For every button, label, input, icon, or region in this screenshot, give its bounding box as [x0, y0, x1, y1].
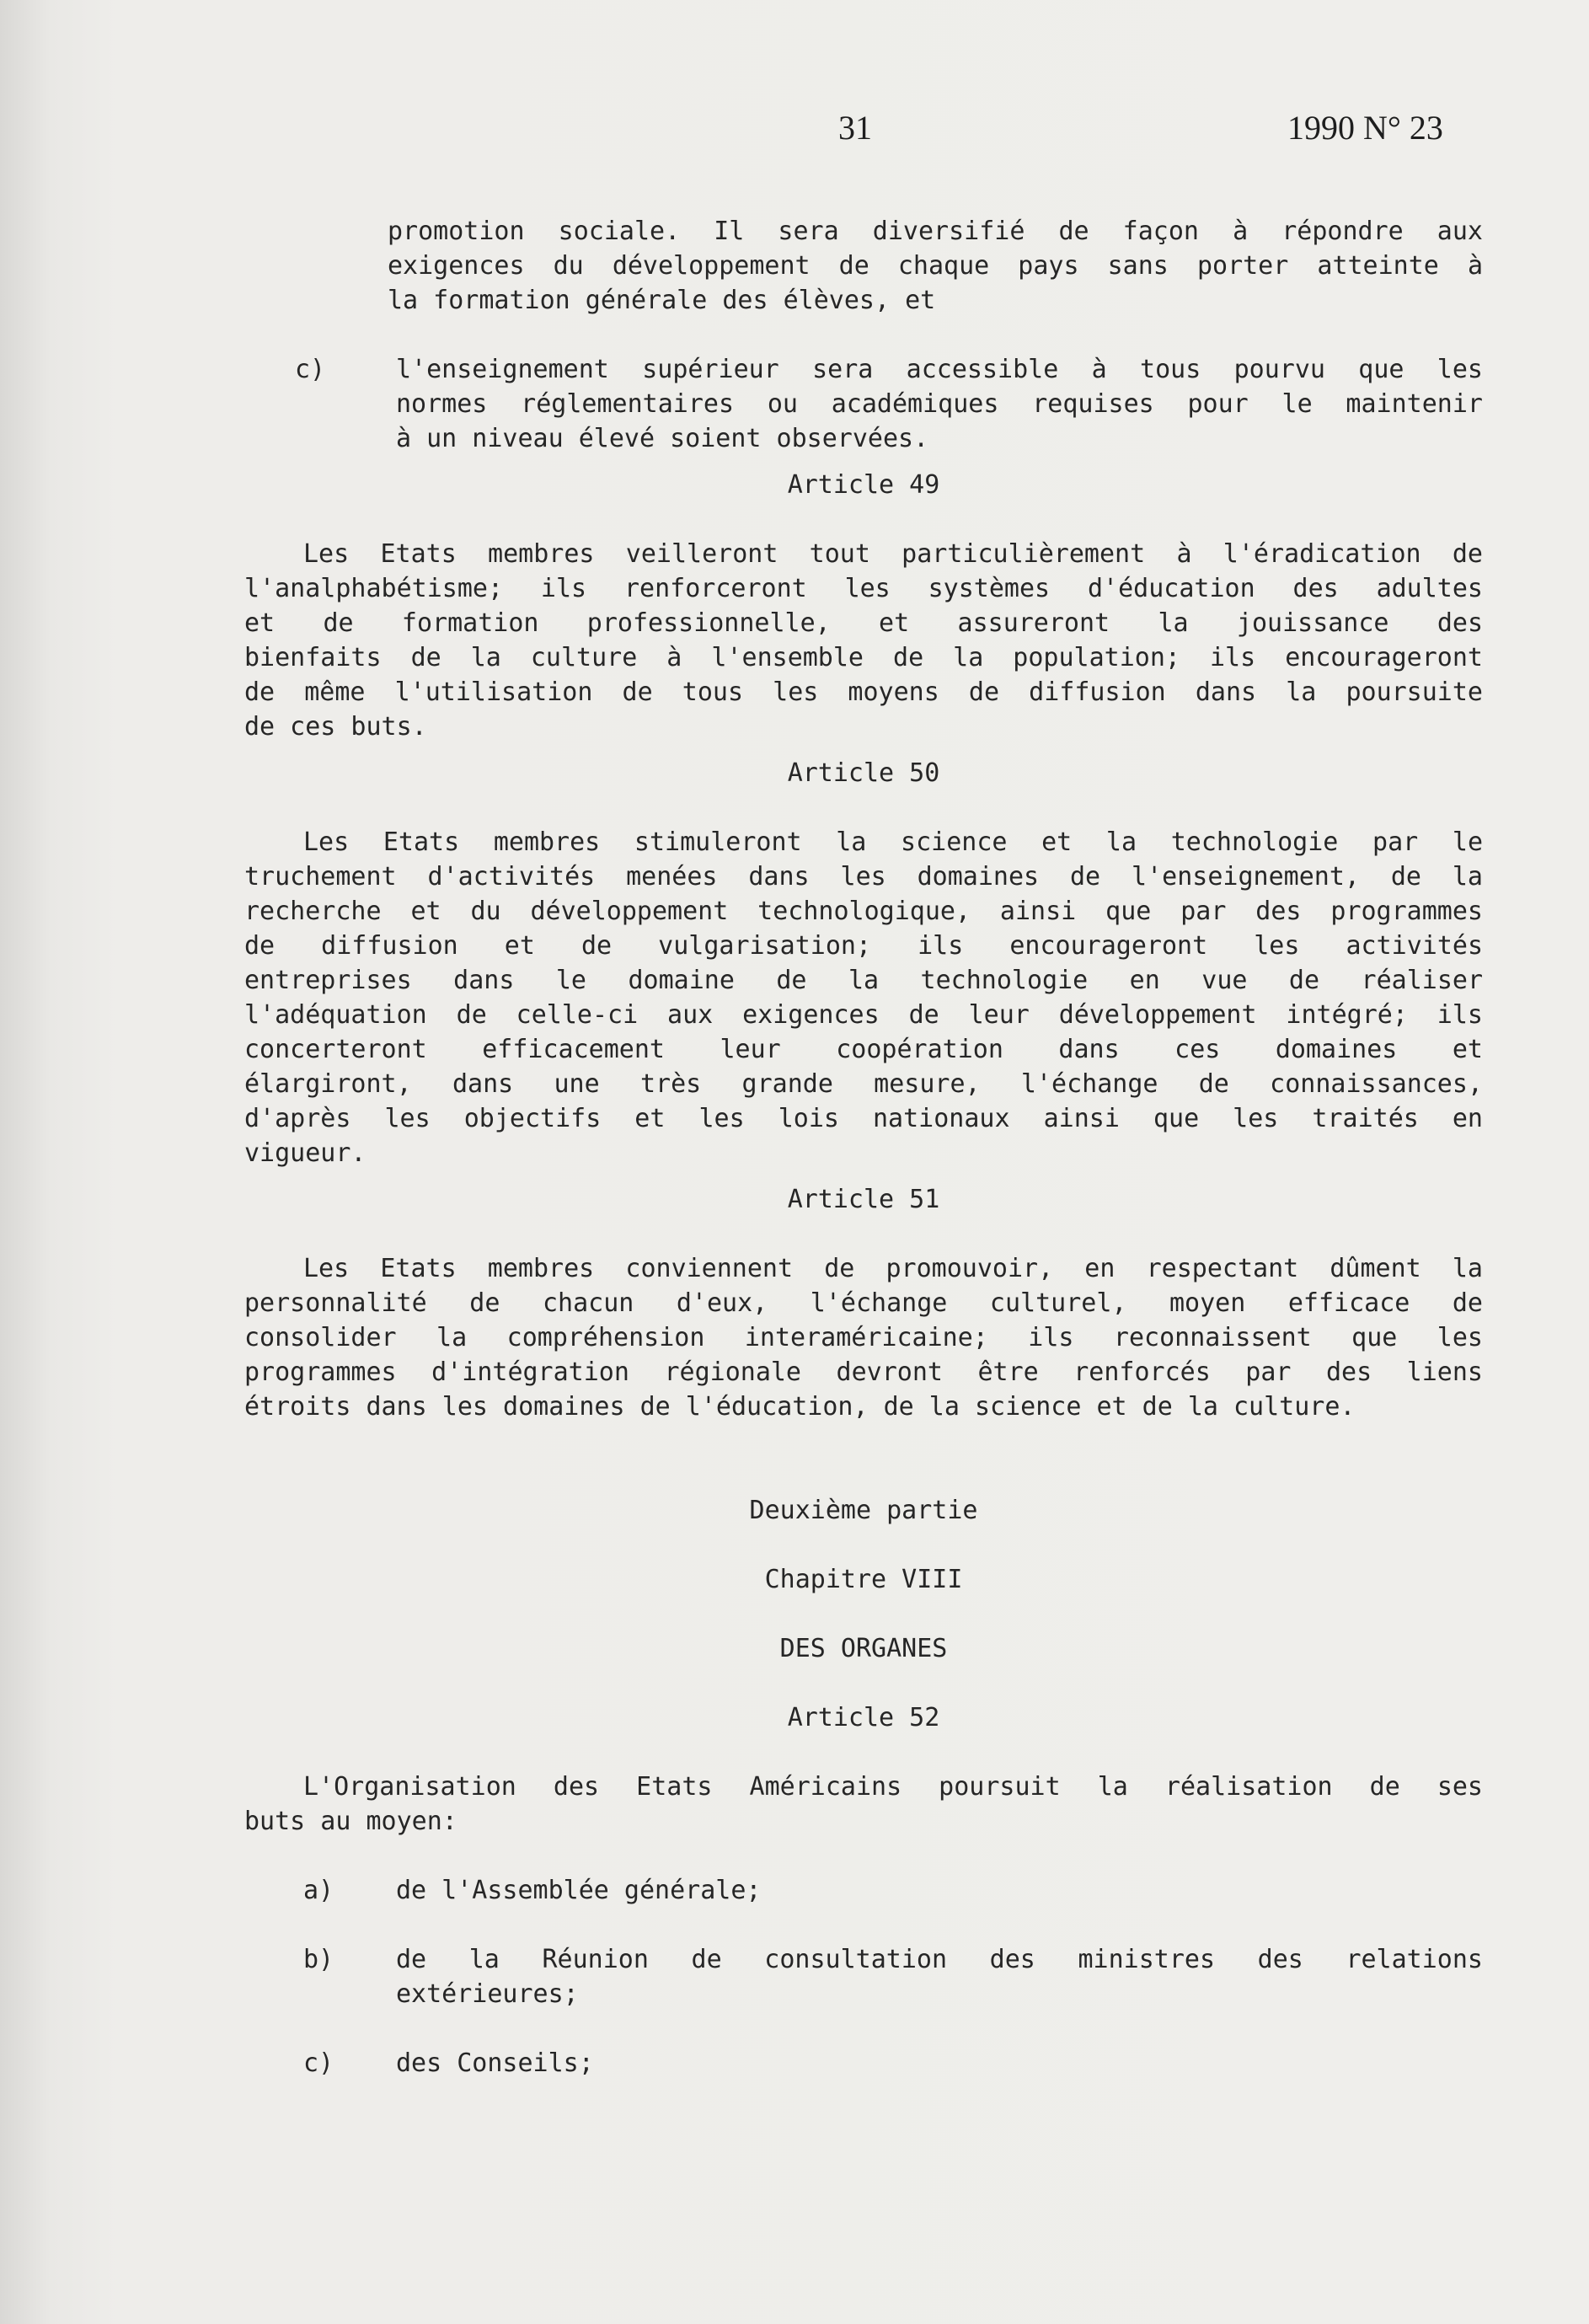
text-line: l'adéquation de celle-ci aux exigences de leur développement intégré; ils	[244, 1000, 1483, 1030]
text-line: à un niveau élevé soient observées.	[396, 424, 929, 453]
text-line: L'Organisation des Etats Américains poursuit la réalisation de ses	[303, 1772, 1483, 1802]
text-line: d'après les objectifs et les lois nationaux ainsi que les traités en	[244, 1104, 1483, 1133]
list-item-label: a)	[303, 1876, 334, 1905]
text-line: élargiront, dans une très grande mesure, l'échange de connaissances,	[244, 1069, 1483, 1099]
text-line: l'enseignement supérieur sera accessible à tous pourvu que les	[396, 355, 1483, 384]
text-line: la formation générale des élèves, et	[388, 286, 936, 315]
document-body	[244, 214, 1483, 2080]
text-line: vigueur.	[244, 1138, 366, 1168]
text-line: de diffusion et de vulgarisation; ils encourageront les activités	[244, 931, 1483, 961]
text-line: truchement d'activités menées dans les domaines de l'enseignement, de la	[244, 862, 1483, 892]
text-line: Les Etats membres conviennent de promouvoir, en respectant dûment la	[303, 1254, 1483, 1283]
text-line: consolider la compréhension interaméricaine; ils reconnaissent que les	[244, 1323, 1483, 1352]
article-52-paragraph	[244, 1770, 1483, 1839]
chapter-heading: Chapitre VIII	[764, 1565, 963, 1594]
text-line: Les Etats membres veilleront tout particulièrement à l'éradication de	[303, 539, 1483, 569]
text-line: concerteront efficacement leur coopération dans ces domaines et	[244, 1035, 1483, 1064]
text-line: extérieures;	[396, 1979, 579, 2009]
text-line: promotion sociale. Il sera diversifié de façon à répondre aux	[388, 217, 1483, 246]
text-line: recherche et du développement technologique, ainsi que par des programmes	[244, 897, 1483, 926]
text-line: entreprises dans le domaine de la technologie en vue de réaliser	[244, 966, 1483, 995]
text-line: de même l'utilisation de tous les moyens de diffusion dans la poursuite	[244, 677, 1483, 707]
text-line: l'analphabétisme; ils renforceront les systèmes d'éducation des adultes	[244, 574, 1483, 603]
text-line: de la Réunion de consultation des ministres des relations	[396, 1945, 1483, 1974]
article-51-paragraph	[244, 1251, 1483, 1424]
part-heading: Deuxième partie	[749, 1496, 978, 1525]
list-item-label: c)	[303, 2048, 334, 2078]
text-line: programmes d'intégration régionale devront être renforcés par des liens	[244, 1357, 1483, 1387]
text-line: exigences du développement de chaque pays sans porter atteinte à	[388, 251, 1483, 281]
text-line: personnalité de chacun d'eux, l'échange culturel, moyen efficace de	[244, 1288, 1483, 1318]
text-line: bienfaits de la culture à l'ensemble de la population; ils encourageront	[244, 643, 1483, 672]
list-item-b	[244, 1942, 1483, 2011]
list-item-label: b)	[303, 1945, 334, 1974]
chapter-title: DES ORGANES	[779, 1634, 948, 1663]
article-50-paragraph	[244, 825, 1483, 1170]
list-item-c	[244, 352, 1483, 456]
text-line: Les Etats membres stimuleront la science et la technologie par le	[303, 827, 1483, 857]
text-line: normes réglementaires ou académiques requises pour le maintenir	[396, 389, 1483, 419]
article-52-heading: Article 52	[787, 1703, 940, 1732]
article-49-paragraph	[244, 537, 1483, 744]
article-50-heading: Article 50	[787, 758, 940, 788]
article-49-heading: Article 49	[787, 470, 940, 500]
list-item-body	[396, 352, 1483, 456]
text-line: de ces buts.	[244, 712, 427, 742]
text-line: des Conseils;	[396, 2048, 594, 2078]
text-line: étroits dans les domaines de l'éducation, de la science et de la culture.	[244, 1392, 1356, 1422]
issue-number: 1990 N° 23	[1287, 109, 1443, 147]
list-item-a	[244, 1873, 1483, 1908]
continuation-paragraph	[388, 214, 1483, 318]
article-51-heading: Article 51	[787, 1185, 940, 1214]
list-item-c	[244, 2046, 1483, 2080]
page-header	[0, 108, 1589, 158]
text-line: de l'Assemblée générale;	[396, 1876, 762, 1905]
text-line: et de formation professionnelle, et assureront la jouissance des	[244, 608, 1483, 638]
page-number: 31	[838, 109, 872, 147]
list-item-label: c)	[295, 355, 326, 384]
text-line: buts au moyen:	[244, 1807, 457, 1836]
